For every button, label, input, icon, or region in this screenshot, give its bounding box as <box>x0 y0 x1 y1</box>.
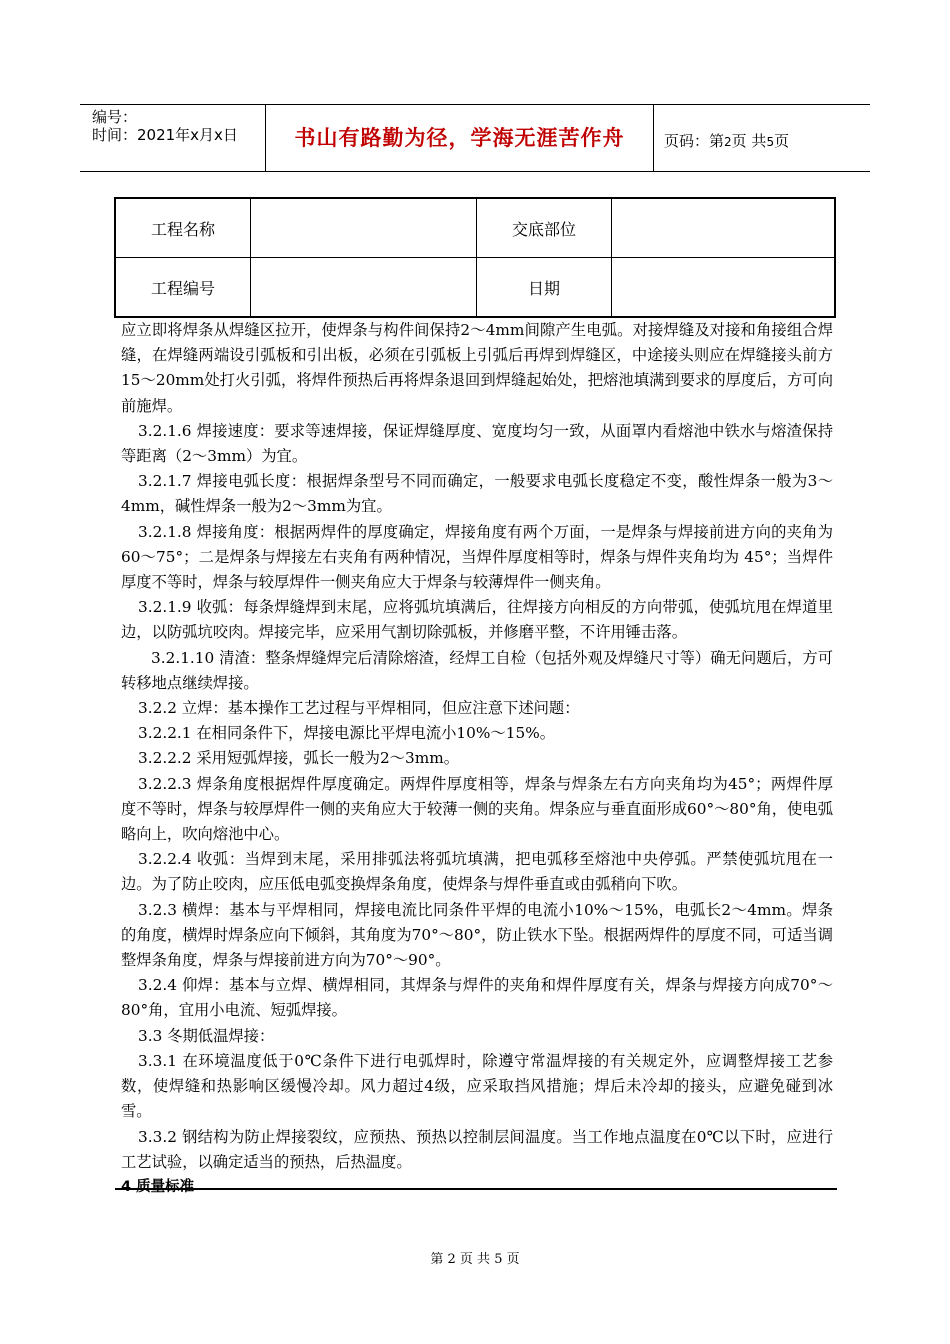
page-current: 2 <box>724 135 732 149</box>
table-row <box>115 258 835 318</box>
body-paragraph: 3.2.4 仰焊：基本与立焊、横焊相同，其焊条与焊件的夹角和焊件厚度有关，焊条与焊接方向成70°～80°角，宜用小电流、短弧焊接。 <box>121 976 833 1020</box>
body-paragraph: 3.2.1.9 收弧：每条焊缝焊到末尾，应将弧坑填满后，往焊接方向相反的方向带弧，使弧坑甩在焊道里边，以防弧坑咬肉。焊接完毕，应采用气割切除弧板，并修磨平整，不许用锤击落。 <box>121 598 833 642</box>
body-paragraph: 3.2.2.1 在相同条件下，焊接电源比平焊电流小10%～15%。 <box>138 724 556 743</box>
date-label: 日期 <box>477 258 612 318</box>
document-number-label: 编号： <box>92 108 138 126</box>
handover-part-label: 交底部位 <box>477 198 612 258</box>
project-number-value <box>251 258 477 318</box>
header-divider-right <box>653 104 654 171</box>
body-paragraph: 3.3.2 钢结构为防止焊接裂纹，应预热、预热以控制层间温度。当工作地点温度在0℃以下时，应进行工艺试验，以确定适当的预热，后热温度。 <box>121 1127 833 1171</box>
body-paragraph: 3.2.1.8 焊接角度：根据两焊件的厚度确定，焊接角度有两个万面，一是焊条与焊接前进方向的夹角为60～75°；二是焊条与焊接左右夹角有两种情况，当焊件厚度相等时，焊条与焊件夹角均为 45°；当焊件厚度不等时，焊条与较厚焊件一侧夹角应大于焊条与较薄焊件一侧夹角。 <box>121 522 833 592</box>
section-heading: 4 质量标准 <box>121 1178 195 1195</box>
body-paragraph: 3.3 冬期低温焊接： <box>138 1026 275 1045</box>
project-name-value <box>251 198 477 258</box>
page-total: 5 <box>766 135 775 149</box>
body-paragraph: 3.2.2.3 焊条角度根据焊件厚度确定。两焊件厚度相等，焊条与焊条左右方向夹角均为45°；两焊件厚度不等时，焊条与较厚焊件一侧的夹角应大于较薄一侧的夹角。焊条应与垂直面形成60°～80°角，使电弧略向上，吹向熔池中心。 <box>121 774 833 844</box>
body-paragraph: 3.2.1.7 焊接电弧长度：根据焊条型号不同而确定，一般要求电弧长度稳定不变，酸性焊条一般为3～4mm，碱性焊条一般为2～3mm为宜。 <box>121 472 833 516</box>
document-time-label: 时间：2021年x月x日 <box>92 126 238 144</box>
page-mid: 页 共 <box>731 132 767 150</box>
body-paragraph: 3.2.2.2 采用短弧焊接，弧长一般为2～3mm。 <box>138 749 460 768</box>
header-page-indicator <box>664 130 789 151</box>
project-name-label: 工程名称 <box>115 198 251 258</box>
date-value <box>612 258 836 318</box>
body-paragraph: 应立即将焊条从焊缝区拉开，使焊条与构件间保持2～4mm间隙产生电弧。对接焊缝及对接和角接组合焊缝，在焊缝两端设引弧板和引出板，必须在引弧板上引弧后再焊到焊缝区，中途接头则应在焊缝接头前方15～20mm处打火引弧，将焊件预热后再将焊条退回到焊缝起始处，把熔池填满到要求的厚度后，方可向前施焊。 <box>121 321 833 415</box>
document-body <box>121 318 833 1200</box>
body-paragraph: 3.2.1.6 焊接速度：要求等速焊接，保证焊缝厚度、宽度均匀一致，从面罩内看熔池中铁水与熔渣保持等距离（2～3mm）为宜。 <box>121 421 833 466</box>
project-number-label: 工程编号 <box>115 258 251 318</box>
handover-part-value <box>612 198 836 258</box>
section-bottom-rule <box>115 1188 837 1190</box>
project-info-table <box>114 197 836 318</box>
page-prefix: 页码：第 <box>664 132 725 150</box>
header-bottom-rule <box>80 171 870 172</box>
header-motto: 书山有路勤为径，学海无涯苦作舟 <box>294 126 625 150</box>
page-suffix: 页 <box>774 132 790 150</box>
body-paragraph: 3.3.1 在环境温度低于0℃条件下进行电弧焊时，除遵守常温焊接的有关规定外，应调整焊接工艺参数，使焊缝和热影响区缓慢冷却。风力超过4级，应采取挡风措施；焊后未冷却的接头，应避免碰到冰雪。 <box>121 1051 833 1121</box>
page-footer: 第 2 页 共 5 页 <box>430 1252 520 1267</box>
body-paragraph: 3.2.1.10 清渣：整条焊缝焊完后清除熔渣，经焊工自检（包括外观及焊缝尺寸等）确无问题后，方可转移地点继续焊接。 <box>121 648 833 692</box>
body-paragraph: 3.2.3 横焊：基本与平焊相同，焊接电流比同条件平焊的电流小10%～15%，电弧长2～4mm。焊条的角度，横焊时焊条应向下倾斜，其角度为70°～80°，防止铁水下坠。根据两焊件的厚度不同，可适当调整焊条角度，焊条与焊接前进方向为70°～90°。 <box>121 900 833 970</box>
header-divider-left <box>265 104 266 171</box>
header-meta <box>92 108 238 144</box>
body-paragraph: 3.2.2 立焊：基本操作工艺过程与平焊相同，但应注意下述问题： <box>138 699 580 718</box>
table-row <box>115 198 835 258</box>
body-paragraph: 3.2.2.4 收弧：当焊到末尾，采用排弧法将弧坑填满，把电弧移至熔池中央停弧。严禁使弧坑甩在一边。为了防止咬肉，应压低电弧变换焊条角度，使焊条与焊件垂直或由弧稍向下吹。 <box>121 850 833 894</box>
header-top-rule <box>80 104 870 105</box>
